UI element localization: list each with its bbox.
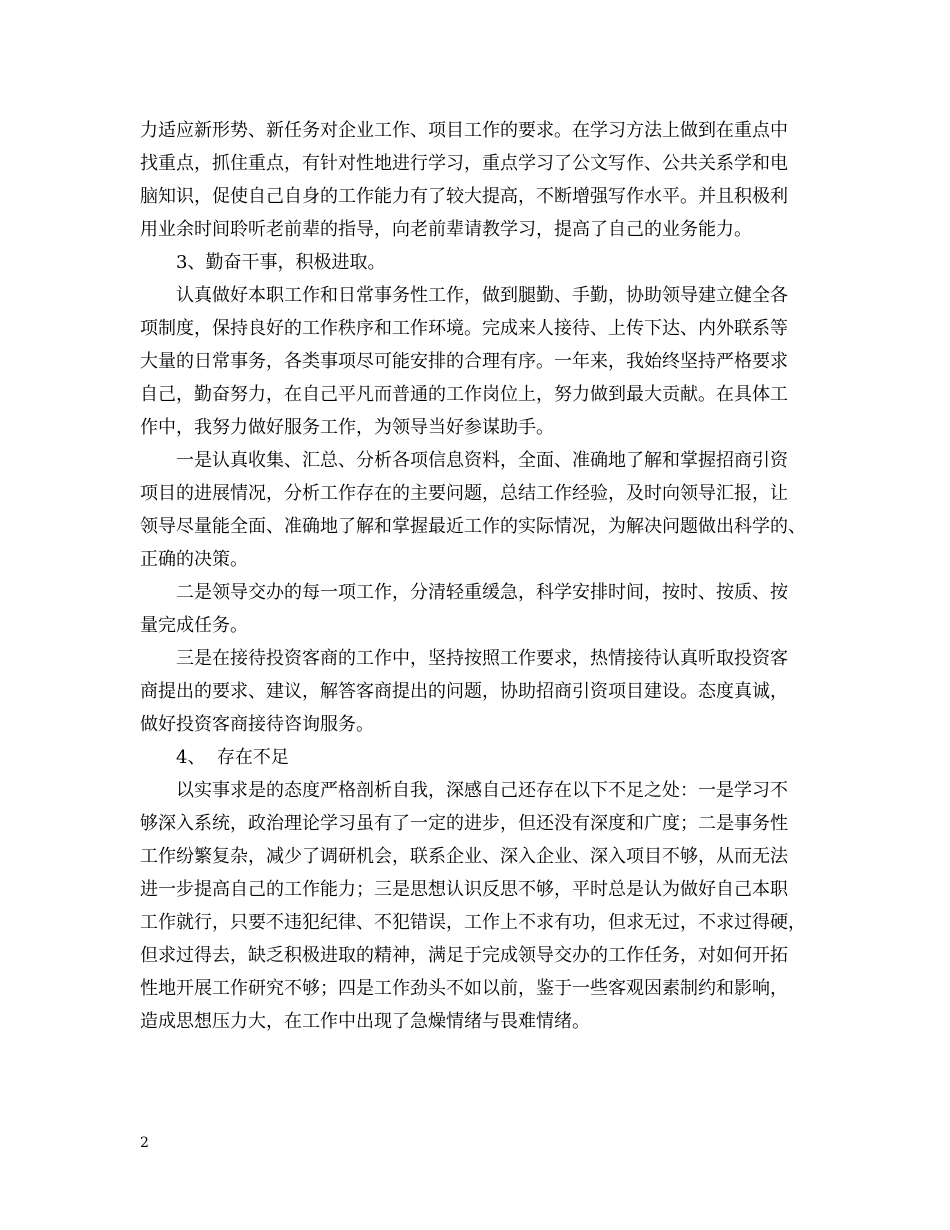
text-line: 做好投资客商接待咨询服务。 <box>140 714 374 735</box>
text-line: 工作就行，只要不违犯纪律、不犯错误，工作上不求有功，但求无过，不求过得硬， <box>140 912 806 933</box>
text-line: 商提出的要求、建议，解答客商提出的问题，协助招商引资项目建设。态度真诚， <box>140 681 788 702</box>
text-line: 二是领导交办的每一项工作，分清轻重缓急，科学安排时间，按时、按质、按 <box>176 582 788 603</box>
section-heading: 3、勤奋干事，积极进取。 <box>176 252 386 273</box>
text-line: 性地开展工作研究不够；四是工作劲头不如以前，鉴于一些客观因素制约和影响， <box>140 978 788 999</box>
text-line: 以实事求是的态度严格剖析自我，深感自己还存在以下不足之处：一是学习不 <box>176 780 788 801</box>
text-line: 工作纷繁复杂，减少了调研机会，联系企业、深入企业、深入项目不够，从而无法 <box>140 846 788 867</box>
text-line: 作中，我努力做好服务工作，为领导当好参谋助手。 <box>140 417 554 438</box>
text-line: 项目的进展情况，分析工作存在的主要问题，总结工作经验，及时向领导汇报，让 <box>140 483 788 504</box>
text-line: 量完成任务。 <box>140 615 248 636</box>
text-line: 力适应新形势、新任务对企业工作、项目工作的要求。在学习方法上做到在重点中 <box>140 120 788 141</box>
text-line: 够深入系统，政治理论学习虽有了一定的进步，但还没有深度和广度；二是事务性 <box>140 813 788 834</box>
text-line: 用业余时间聆听老前辈的指导，向老前辈请教学习，提高了自己的业务能力。 <box>140 219 752 240</box>
text-line: 一是认真收集、汇总、分析各项信息资料，全面、准确地了解和掌握招商引资 <box>176 450 788 471</box>
text-line: 项制度，保持良好的工作秩序和工作环境。完成来人接待、上传下达、内外联系等 <box>140 318 788 339</box>
section-heading: 4、 存在不足 <box>176 747 289 768</box>
text-line: 领导尽量能全面、准确地了解和掌握最近工作的实际情况，为解决问题做出科学的、 <box>140 516 806 537</box>
text-line: 进一步提高自己的工作能力；三是思想认识反思不够，平时总是认为做好自己本职 <box>140 879 788 900</box>
text-line: 认真做好本职工作和日常事务性工作，做到腿勤、手勤，协助领导建立健全各 <box>176 285 788 306</box>
body-text <box>140 114 830 1038</box>
text-line: 造成思想压力大，在工作中出现了急燥情绪与畏难情绪。 <box>140 1011 590 1032</box>
text-line: 找重点，抓住重点，有针对性地进行学习，重点学习了公文写作、公共关系学和电 <box>140 153 788 174</box>
text-line: 自己，勤奋努力，在自己平凡而普通的工作岗位上，努力做到最大贡献。在具体工 <box>140 384 788 405</box>
page-number: 2 <box>140 1135 149 1151</box>
text-line: 大量的日常事务，各类事项尽可能安排的合理有序。一年来，我始终坚持严格要求 <box>140 351 788 372</box>
text-line: 正确的决策。 <box>140 549 248 570</box>
text-line: 三是在接待投资客商的工作中，坚持按照工作要求，热情接待认真听取投资客 <box>176 648 788 669</box>
text-line: 但求过得去，缺乏积极进取的精神，满足于完成领导交办的工作任务，对如何开拓 <box>140 945 788 966</box>
text-line: 脑知识，促使自己自身的工作能力有了较大提高，不断增强写作水平。并且积极利 <box>140 186 788 207</box>
